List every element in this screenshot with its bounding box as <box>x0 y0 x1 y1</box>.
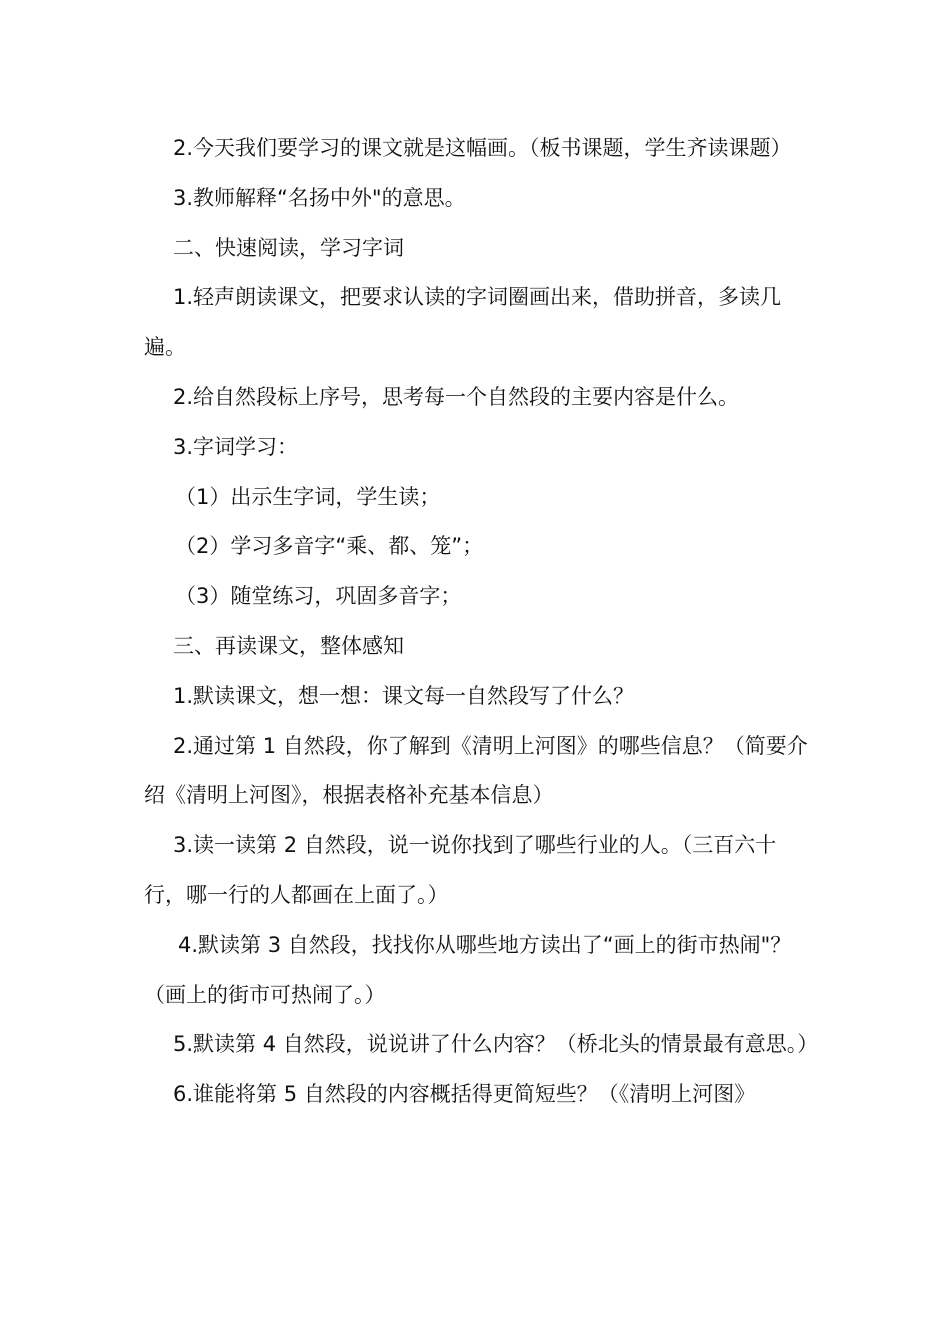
paragraph-number-paragraphs: 2.给自然段标上序号，思考每一个自然段的主要内容是什么。 <box>173 384 740 409</box>
paragraph-word-study: 3.字词学习： <box>173 434 299 459</box>
paragraph-section-1: 2.通过第 1 自然段，你了解到《清明上河图》的哪些信息？（简要介绍《清明上河图》，根据表格补充基本信息） <box>144 733 808 808</box>
paragraph-section-3: 4.默读第 3 自然段，找找你从哪些地方读出了“画上的街市热闹"？（画上的街市可热闹了。） <box>144 932 792 1007</box>
section-heading-quick-reading: 二、快速阅读，学习字词 <box>173 235 404 260</box>
paragraph-lesson-intro: 2.今天我们要学习的课文就是这幅画。（板书课题，学生齐读课题） <box>173 136 792 160</box>
paragraph-explain-title: 3.教师解释“名扬中外"的意思。 <box>173 185 466 210</box>
paragraph-section-4: 5.默读第 4 自然段，说说讲了什么内容？（桥北头的情景最有意思。） <box>173 1032 819 1057</box>
list-item-polyphones: （2）学习多音字“乘、都、笼”； <box>175 534 484 559</box>
document-body <box>144 124 819 1120</box>
paragraph-section-2: 3.读一读第 2 自然段，说一说你找到了哪些行业的人。（三百六十行，哪一行的人都画在上面了。） <box>144 833 777 907</box>
paragraph-read-aloud: 1.轻声朗读课文，把要求认读的字词圈画出来，借助拼音，多读几遍。 <box>144 285 782 360</box>
paragraph-silent-reading: 1.默读课文，想一想：课文每一自然段写了什么？ <box>173 683 635 708</box>
section-heading-reread: 三、再读课文，整体感知 <box>173 633 404 658</box>
paragraph-section-5: 6.谁能将第 5 自然段的内容概括得更简短些？（《清明上河图》 <box>173 1082 756 1107</box>
list-item-practice: （3）随堂练习，巩固多音字； <box>175 584 462 609</box>
list-item-new-words: （1）出示生字词，学生读； <box>175 484 441 509</box>
